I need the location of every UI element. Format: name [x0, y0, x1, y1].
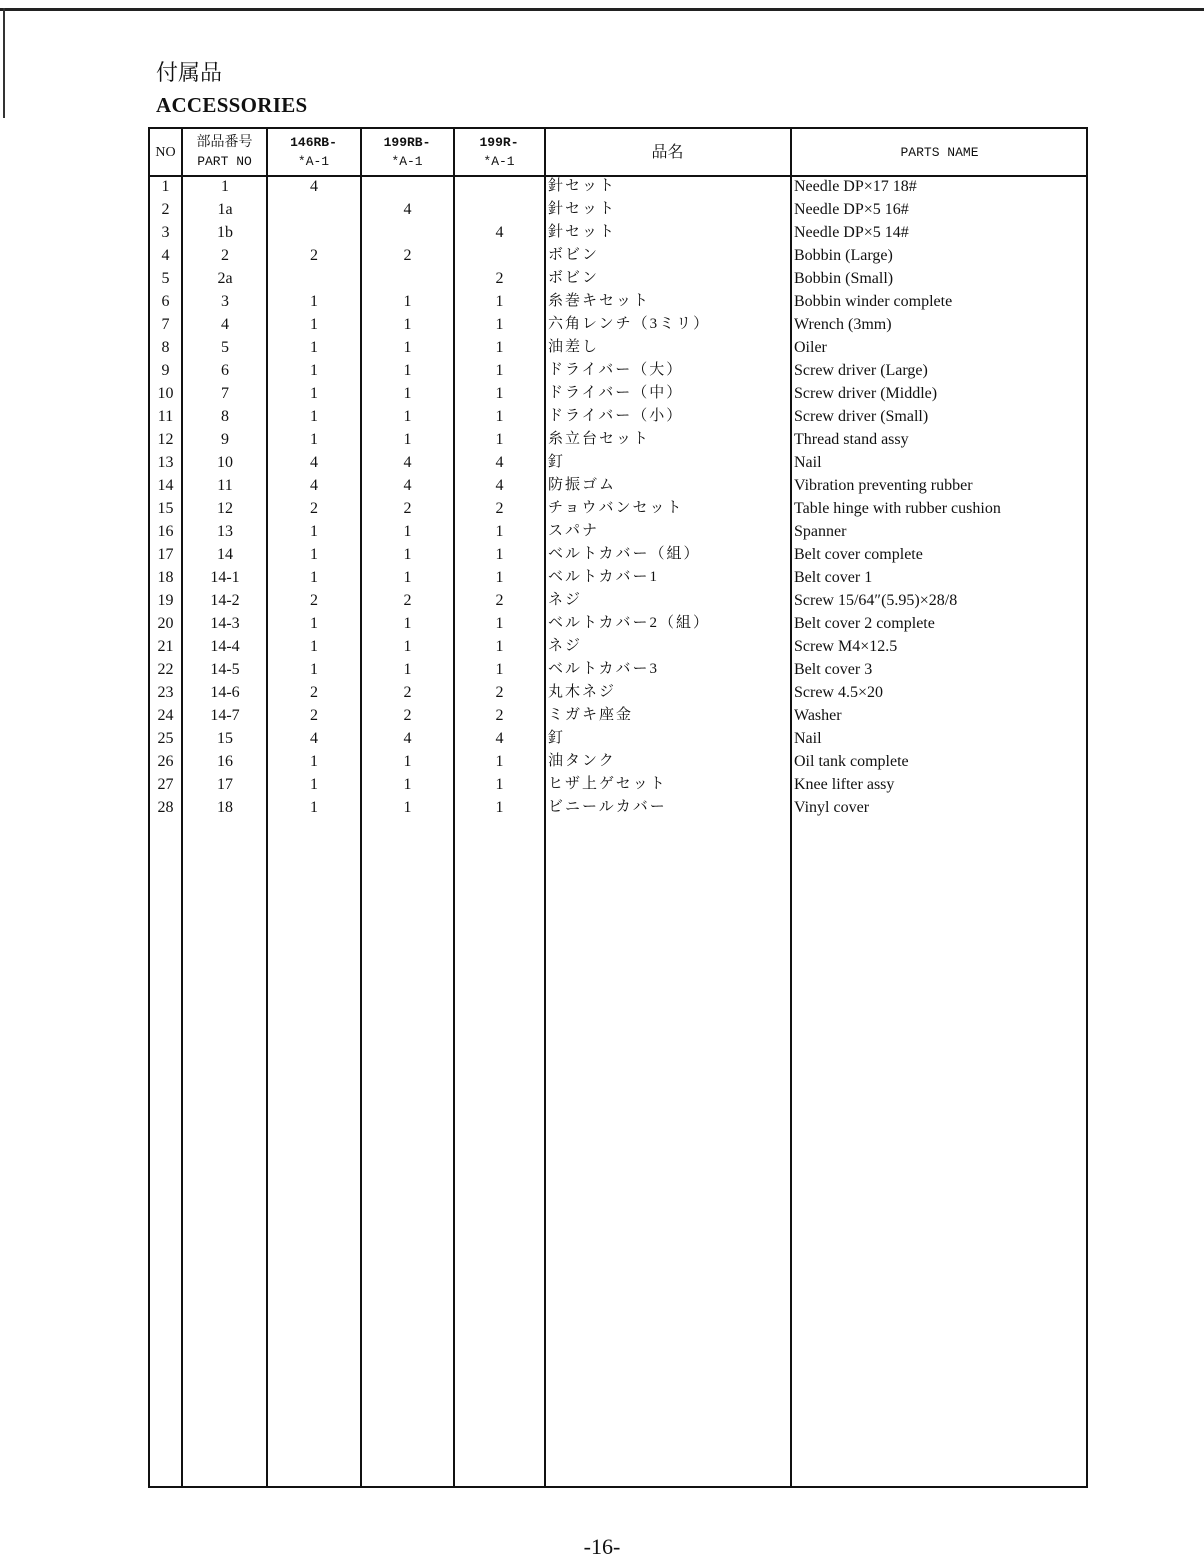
qty-146rb: 4 [310, 730, 318, 747]
table-row [150, 612, 1086, 635]
qty-199rb: 1 [403, 408, 412, 425]
parts-name: Screw 4.5×20 [794, 684, 884, 701]
qty-199rb: 4 [403, 201, 412, 218]
qty-199rb: 1 [403, 431, 412, 448]
name-jp: 糸立台セット [548, 431, 651, 447]
name-jp: 糸巻キセット [548, 293, 651, 309]
qty-146rb: 2 [310, 592, 318, 609]
row-number: 20 [157, 615, 174, 632]
qty-199r [454, 244, 545, 267]
qty-199rb: 2 [403, 684, 412, 701]
qty-146rb [267, 267, 361, 290]
qty-146rb: 2 [310, 247, 318, 264]
qty-199rb [361, 267, 454, 290]
qty-146rb: 1 [310, 408, 318, 425]
parts-name: Belt cover 1 [794, 569, 873, 586]
parts-name: Nail [794, 454, 822, 471]
qty-199rb: 1 [403, 638, 412, 655]
scan-border-top [0, 8, 1204, 11]
table-row [150, 727, 1086, 750]
qty-199r: 1 [495, 316, 504, 333]
qty-199r: 2 [495, 270, 504, 287]
qty-199rb: 1 [403, 293, 412, 310]
qty-146rb: 1 [310, 776, 318, 793]
qty-146rb: 1 [310, 339, 318, 356]
part-number: 1b [217, 224, 233, 241]
qty-199r: 2 [495, 500, 504, 517]
name-jp: 油差し [548, 339, 600, 355]
part-number: 17 [217, 776, 233, 793]
parts-name: Vibration preventing rubber [794, 477, 973, 494]
parts-name: Bobbin (Large) [794, 247, 893, 264]
part-number: 1a [217, 201, 233, 218]
part-number: 11 [217, 477, 233, 494]
parts-name: Needle DP×5 14# [794, 224, 909, 241]
qty-199rb: 2 [403, 592, 412, 609]
table-row [150, 175, 1086, 198]
row-number: 26 [157, 753, 174, 770]
qty-199r: 2 [495, 707, 504, 724]
part-number: 3 [221, 293, 229, 310]
parts-name: Spanner [794, 523, 847, 540]
row-number: 16 [157, 523, 174, 540]
parts-name: Vinyl cover [794, 799, 870, 816]
row-number: 7 [161, 316, 170, 333]
part-number: 1 [221, 178, 229, 195]
row-number: 12 [157, 431, 174, 448]
qty-146rb: 4 [310, 178, 318, 195]
row-number: 11 [157, 408, 174, 425]
qty-199rb: 1 [403, 753, 412, 770]
parts-name: Screw driver (Large) [794, 362, 928, 379]
qty-146rb: 1 [310, 546, 318, 563]
row-number: 10 [157, 385, 174, 402]
qty-199r: 4 [495, 454, 504, 471]
parts-name: Knee lifter assy [794, 776, 895, 793]
part-number: 7 [221, 385, 229, 402]
part-number: 16 [217, 753, 233, 770]
qty-146rb: 2 [310, 500, 318, 517]
part-number: 12 [217, 500, 233, 517]
table-row [150, 750, 1086, 773]
table-row [150, 566, 1086, 589]
part-number: 14-3 [210, 615, 240, 632]
part-number: 14-5 [210, 661, 240, 678]
name-jp: 針セット [548, 201, 617, 217]
qty-199rb [361, 221, 454, 244]
parts-name: Screw driver (Middle) [794, 385, 938, 402]
accessories-table [148, 127, 1088, 1488]
name-jp: 針セット [548, 178, 617, 194]
qty-199r: 2 [495, 592, 504, 609]
qty-199rb: 2 [403, 707, 412, 724]
table-row [150, 589, 1086, 612]
qty-199r: 1 [495, 753, 504, 770]
row-number: 13 [157, 454, 174, 471]
qty-199r: 1 [495, 339, 504, 356]
table-row [150, 704, 1086, 727]
row-number: 24 [157, 707, 174, 724]
qty-199rb: 1 [403, 776, 412, 793]
qty-146rb: 1 [310, 431, 318, 448]
table-row [150, 681, 1086, 704]
table-row [150, 796, 1086, 819]
qty-199r [454, 198, 545, 221]
qty-199r [454, 175, 545, 198]
row-number: 9 [161, 362, 170, 379]
qty-199r: 1 [495, 408, 504, 425]
name-jp: 油タンク [548, 753, 616, 769]
part-number: 4 [221, 316, 229, 333]
name-jp: ベルトカバー1 [548, 569, 660, 585]
table-row [150, 658, 1086, 681]
row-number: 23 [157, 684, 174, 701]
parts-name: Needle DP×5 16# [794, 201, 909, 218]
part-number: 14-6 [210, 684, 240, 701]
qty-199r: 1 [495, 293, 504, 310]
qty-199r: 4 [495, 224, 504, 241]
qty-199rb: 1 [403, 661, 412, 678]
qty-199r: 4 [495, 730, 504, 747]
row-number: 27 [157, 776, 174, 793]
qty-146rb: 1 [310, 638, 318, 655]
parts-name: Washer [794, 707, 842, 724]
part-number: 5 [221, 339, 229, 356]
parts-name: Screw M4×12.5 [794, 638, 898, 655]
header-146rb: 146RB- *A-1 [290, 135, 337, 169]
qty-146rb: 1 [310, 615, 318, 632]
parts-name: Belt cover 2 complete [794, 615, 935, 632]
name-jp: ドライバー（小） [548, 408, 684, 424]
table-row [150, 635, 1086, 658]
header-part-no: 部品番号 PART NO [196, 135, 253, 169]
name-jp: ミガキ座金 [548, 707, 634, 723]
qty-199rb: 1 [403, 385, 412, 402]
qty-199rb: 1 [403, 362, 412, 379]
qty-146rb: 2 [310, 707, 318, 724]
table-row [150, 359, 1086, 382]
parts-name: Bobbin (Small) [794, 270, 894, 287]
part-number: 14-2 [210, 592, 240, 609]
qty-199r: 1 [495, 523, 504, 540]
qty-199r: 1 [495, 638, 504, 655]
qty-199r: 1 [495, 615, 504, 632]
qty-146rb: 1 [310, 661, 318, 678]
row-number: 21 [157, 638, 174, 655]
qty-199rb: 1 [403, 615, 412, 632]
qty-146rb: 1 [310, 753, 318, 770]
scan-border-left [3, 8, 5, 118]
part-number: 8 [221, 408, 229, 425]
qty-199r: 4 [495, 477, 504, 494]
table-row [150, 198, 1086, 221]
qty-199r: 2 [495, 684, 504, 701]
qty-199r: 1 [495, 569, 504, 586]
row-number: 3 [161, 224, 170, 241]
header-parts-name: PARTS NAME [900, 144, 979, 160]
qty-146rb: 4 [310, 477, 318, 494]
parts-name: Oil tank complete [794, 753, 909, 770]
name-jp: ベルトカバー（組） [548, 546, 701, 562]
row-number: 22 [157, 661, 174, 678]
name-jp: ネジ [548, 592, 583, 608]
table-row [150, 497, 1086, 520]
qty-199r: 1 [495, 362, 504, 379]
name-jp: ドライバー（大） [548, 362, 684, 378]
table-row [150, 221, 1086, 244]
part-number: 14-4 [210, 638, 240, 655]
qty-146rb: 1 [310, 569, 318, 586]
parts-name: Belt cover 3 [794, 661, 873, 678]
row-number: 14 [157, 477, 174, 494]
parts-name: Table hinge with rubber cushion [794, 500, 1001, 517]
parts-name: Nail [794, 730, 822, 747]
table-row [150, 773, 1086, 796]
name-jp: ドライバー（中） [548, 385, 684, 401]
table-row [150, 267, 1086, 290]
qty-146rb: 2 [310, 684, 318, 701]
table-row [150, 244, 1086, 267]
name-jp: 六角レンチ（3ミリ） [548, 316, 711, 332]
qty-199rb: 4 [403, 477, 412, 494]
qty-199r: 1 [495, 546, 504, 563]
qty-199rb: 1 [403, 799, 412, 816]
row-number: 19 [157, 592, 174, 609]
page-number: -16- [583, 1534, 621, 1559]
qty-146rb: 1 [310, 385, 318, 402]
qty-146rb: 1 [310, 799, 318, 816]
row-number: 2 [161, 201, 170, 218]
row-number: 6 [161, 293, 170, 310]
table-row [150, 428, 1086, 451]
qty-199rb: 4 [403, 454, 412, 471]
qty-199r: 1 [495, 661, 504, 678]
table-row [150, 520, 1086, 543]
name-jp: ボビン [548, 270, 600, 286]
table-row [150, 543, 1086, 566]
qty-146rb: 1 [310, 362, 318, 379]
table-row [150, 336, 1086, 359]
part-number: 2a [217, 270, 233, 287]
name-jp: 釘 [548, 454, 566, 470]
name-jp: 防振ゴム [548, 477, 617, 493]
name-jp: チョウバンセット [548, 500, 684, 516]
part-number: 10 [217, 454, 233, 471]
parts-name: Screw driver (Small) [794, 408, 929, 425]
row-number: 25 [157, 730, 174, 747]
table-row [150, 451, 1086, 474]
parts-name: Bobbin winder complete [794, 293, 953, 310]
name-jp: ベルトカバー2（組） [548, 615, 711, 631]
qty-146rb [267, 221, 361, 244]
parts-name: Oiler [794, 339, 827, 356]
qty-199r: 1 [495, 385, 504, 402]
name-jp: ヒザ上ゲセット [548, 776, 667, 792]
qty-199rb: 1 [403, 569, 412, 586]
row-number: 15 [157, 500, 174, 517]
page-title: ACCESSORIES [156, 93, 308, 117]
qty-146rb: 1 [310, 316, 318, 333]
name-jp: ビニールカバー [548, 799, 667, 815]
parts-name: Belt cover complete [794, 546, 923, 563]
part-number: 18 [217, 799, 233, 816]
part-number: 15 [217, 730, 233, 747]
table-row [150, 313, 1086, 336]
name-jp: 釘 [548, 730, 566, 746]
qty-146rb: 1 [310, 523, 318, 540]
qty-199rb: 1 [403, 339, 412, 356]
qty-146rb [267, 198, 361, 221]
qty-199rb: 4 [403, 730, 412, 747]
name-jp: ベルトカバー3 [548, 661, 660, 677]
part-number: 14-7 [210, 707, 240, 724]
row-number: 4 [161, 247, 170, 264]
title-japanese: 付属品 [156, 60, 223, 85]
table-row [150, 474, 1086, 497]
table-row [150, 405, 1086, 428]
table-row [150, 290, 1086, 313]
part-number: 6 [221, 362, 229, 379]
row-number: 8 [161, 339, 170, 356]
name-jp: ネジ [548, 638, 583, 654]
part-number: 9 [221, 431, 229, 448]
header-199r: 199R- *A-1 [479, 135, 519, 169]
qty-199rb: 1 [403, 546, 412, 563]
name-jp: 針セット [548, 224, 617, 240]
qty-199rb: 1 [403, 523, 412, 540]
qty-199r: 1 [495, 776, 504, 793]
qty-199rb: 2 [403, 500, 412, 517]
parts-name: Screw 15/64″(5.95)×28/8 [794, 592, 958, 609]
part-number: 14-1 [210, 569, 240, 586]
header-name-jp: 品名 [651, 143, 684, 161]
table-row [150, 382, 1086, 405]
row-number: 17 [157, 546, 174, 563]
name-jp: 丸木ネジ [548, 684, 617, 700]
row-number: 5 [161, 270, 170, 287]
qty-199rb: 2 [403, 247, 412, 264]
parts-name: Thread stand assy [794, 431, 909, 448]
parts-name: Wrench (3mm) [794, 316, 892, 333]
qty-146rb: 1 [310, 293, 318, 310]
qty-199rb [361, 175, 454, 198]
qty-199r: 1 [495, 799, 504, 816]
header-199rb: 199RB- *A-1 [383, 135, 431, 169]
row-number: 1 [161, 178, 170, 195]
row-number: 18 [157, 569, 174, 586]
name-jp: スパナ [548, 523, 600, 539]
parts-name: Needle DP×17 18# [794, 178, 917, 195]
part-number: 2 [221, 247, 229, 264]
part-number: 14 [217, 546, 233, 563]
row-number: 28 [157, 799, 174, 816]
qty-199rb: 1 [403, 316, 412, 333]
name-jp: ボビン [548, 247, 600, 263]
part-number: 13 [217, 523, 233, 540]
qty-146rb: 4 [310, 454, 318, 471]
header-no: NO [155, 144, 176, 160]
qty-199r: 1 [495, 431, 504, 448]
